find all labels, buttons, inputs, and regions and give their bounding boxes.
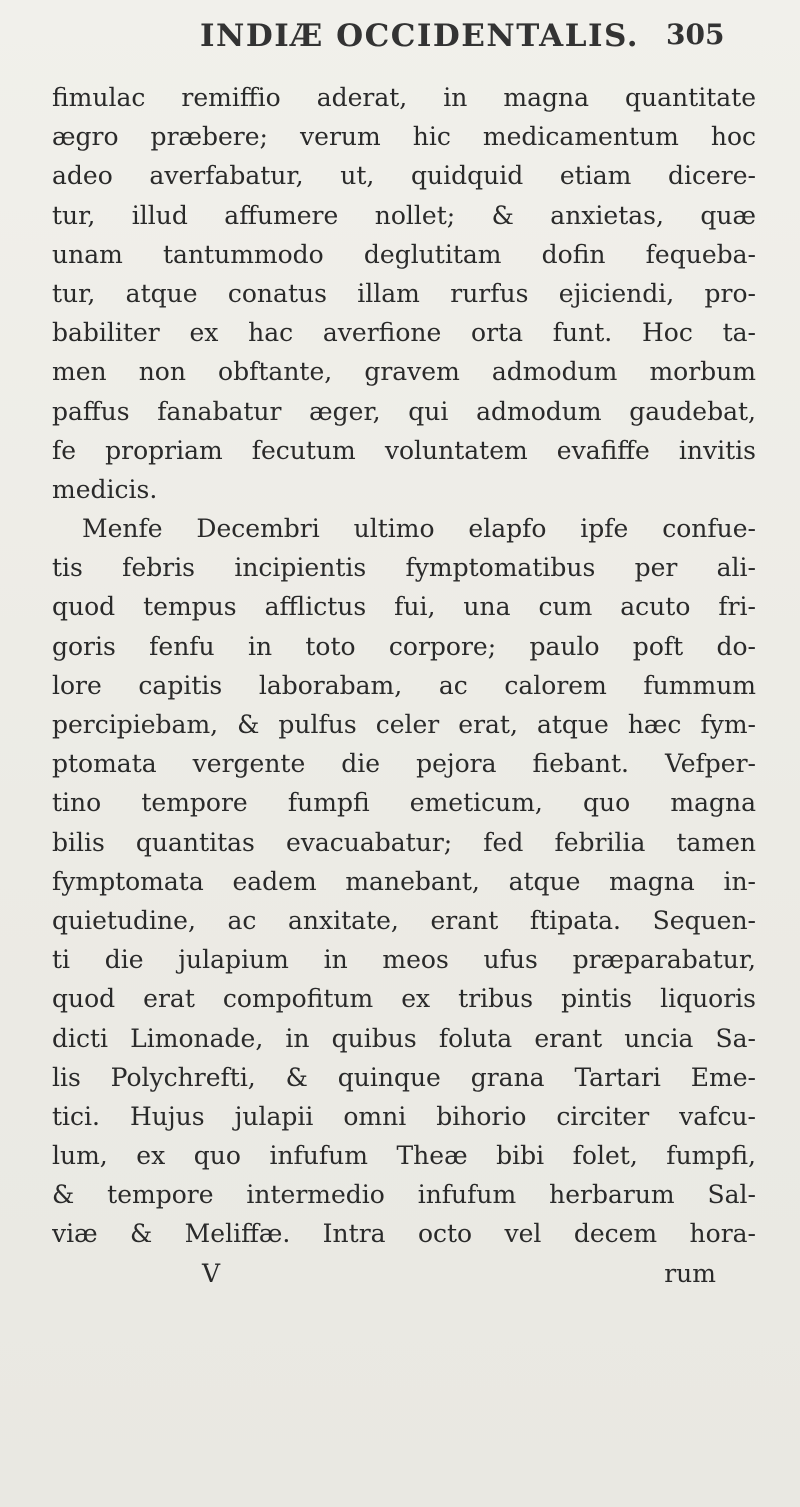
text-line: tino tempore fumpfi emeticum, quo magna [52,788,756,818]
text-line: tici. Hujus julapii omni bihorio circiter vafcu- [52,1101,756,1131]
catchword-line: V rum [202,1258,716,1288]
text-line: tur, atque conatus illam rurfus ejiciendi, pro- [52,278,756,308]
text-line: lore capitis laborabam, ac calorem fummum [52,670,756,700]
page-number: 305 [666,18,725,51]
text-line: lis Polychrefti, & quinque grana Tartari Eme- [52,1062,756,1092]
text-line: quod erat compofitum ex tribus pintis liquoris [52,984,756,1014]
text-line: & tempore intermedio infufum herbarum Sal- [52,1180,756,1210]
body-text [52,78,756,1293]
text-line: fymptomata eadem manebant, atque magna in- [52,866,756,896]
text-line: lum, ex quo infufum Theæ bibi folet, fumpfi, [52,1141,756,1171]
text-line: quod tempus afflictus fui, una cum acuto fri- [52,592,756,622]
text-line: adeo averfabatur, ut, quidquid etiam dicere- [52,161,756,191]
text-line: medicis. [52,474,158,504]
text-line: viæ & Meliffæ. Intra octo vel decem hora- [52,1219,756,1249]
text-line: dicti Limonade, in quibus foluta erant uncia Sa- [52,1023,756,1053]
text-line: bilis quantitas evacuabatur; fed febrilia tamen [52,827,756,857]
text-line: paffus fanabatur æger, qui admodum gaudebat, [52,396,756,426]
text-line: ti die julapium in meos ufus præparabatur, [52,945,756,975]
text-line: fe propriam fecutum voluntatem evafiffe invitis [52,435,756,465]
text-line: fimulac remiffio aderat, in magna quantitate [52,83,756,112]
text-line: men non obftante, gravem admodum morbum [52,357,756,387]
page-header [0,8,800,68]
text-line: tis febris incipientis fymptomatibus per ali- [52,553,756,583]
text-line: quietudine, ac anxitate, erant ftipata. Sequen- [52,905,756,935]
text-line: Menfe Decembri ultimo elapfo ipfe confue- [82,514,756,544]
text-line: unam tantummodo deglutitam dofin fequeba- [52,239,756,269]
text-line: babiliter ex hac averfione orta funt. Hoc ta- [52,318,756,348]
text-line: ægro præbere; verum hic medicamentum hoc [52,122,756,152]
text-line: ptomata vergente die pejora fiebant. Vefper- [52,749,756,779]
running-head: INDIÆ OCCIDENTALIS. [200,18,640,54]
text-line: goris fenfu in toto corpore; paulo poft do- [52,631,756,661]
text-line: tur, illud affumere nollet; & anxietas, quæ [52,200,756,230]
text-line: percipiebam, & pulfus celer erat, atque hæc fym- [52,710,756,739]
